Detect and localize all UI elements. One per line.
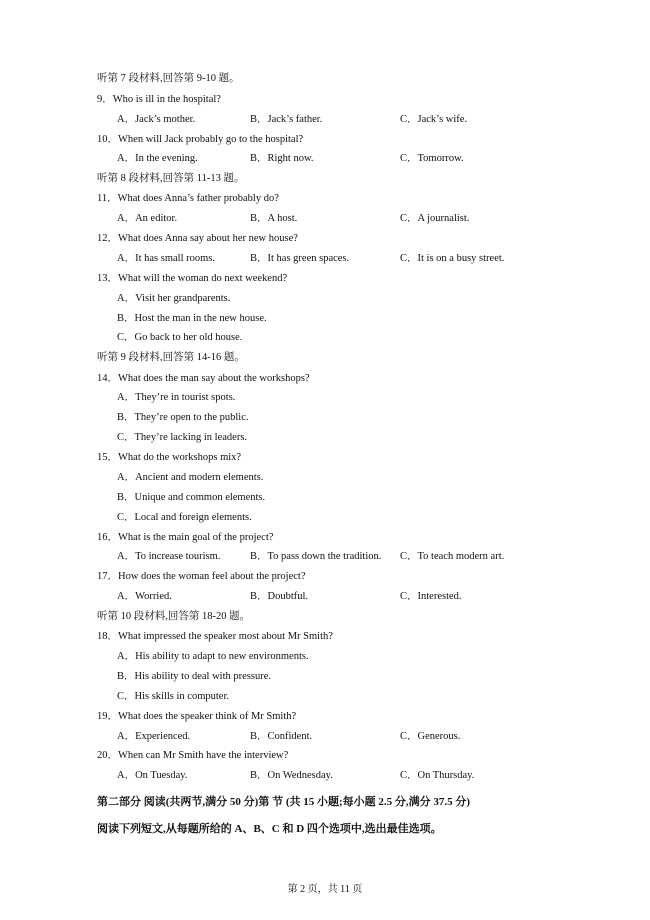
section-heading: 听第 10 段材料,回答第 18-20 题。 (97, 611, 251, 622)
option-c: C．Generous. (400, 731, 461, 742)
option-c: C．They’re lacking in leaders. (117, 432, 248, 443)
option-c: C．To teach modern art. (400, 551, 505, 562)
question-text: 19．What does the speaker think of Mr Smith? (97, 711, 297, 722)
option-b: B．To pass down the tradition. (250, 551, 382, 562)
question-text: 18．What impressed the speaker most about Mr Smith? (97, 631, 333, 642)
option-b: B．Right now. (250, 153, 314, 164)
page-footer: 第 2 页，共 11 页 (287, 884, 363, 895)
option-a: A．They’re in tourist spots. (117, 392, 236, 403)
option-a: A．Ancient and modern elements. (117, 472, 264, 483)
option-c: C．Jack’s wife. (400, 114, 468, 125)
section-heading: 听第 8 段材料,回答第 11-13 题。 (97, 173, 245, 184)
option-a: A．Worried. (117, 591, 172, 602)
option-b: B．Doubtful. (250, 591, 309, 602)
option-c: C．Go back to her old house. (117, 332, 243, 343)
option-b: B．Confident. (250, 731, 313, 742)
option-b: B．They’re open to the public. (117, 412, 249, 423)
question-text: 13．What will the woman do next weekend? (97, 273, 288, 284)
option-c: C．A journalist. (400, 213, 470, 224)
option-a: A．On Tuesday. (117, 770, 188, 781)
question-text: 14．What does the man say about the workshops? (97, 373, 310, 384)
option-b: B．Jack’s father. (250, 114, 323, 125)
option-a: A．It has small rooms. (117, 253, 215, 264)
question-text: 16．What is the main goal of the project? (97, 532, 274, 543)
option-a: A．Jack’s mother. (117, 114, 196, 125)
option-a: A．To increase tourism. (117, 551, 221, 562)
question-text: 17．How does the woman feel about the project? (97, 571, 306, 582)
question-text: 12．What does Anna say about her new house? (97, 233, 298, 244)
option-c: C．On Thursday. (400, 770, 475, 781)
option-a: A．Visit her grandparents. (117, 293, 231, 304)
option-b: B．It has green spaces. (250, 253, 350, 264)
option-c: C．Local and foreign elements. (117, 512, 252, 523)
option-c: C．Tomorrow. (400, 153, 464, 164)
question-text: 9．Who is ill in the hospital? (97, 94, 221, 105)
option-b: B．His ability to deal with pressure. (117, 671, 271, 682)
option-b: B．Host the man in the new house. (117, 313, 267, 324)
question-text: 15．What do the workshops mix? (97, 452, 242, 463)
option-a: A．Experienced. (117, 731, 191, 742)
option-c: C．Interested. (400, 591, 462, 602)
question-text: 11．What does Anna’s father probably do? (97, 193, 279, 204)
question-text: 20．When can Mr Smith have the interview? (97, 750, 289, 761)
option-c: C．It is on a busy street. (400, 253, 505, 264)
question-text: 10．When will Jack probably go to the hospital? (97, 134, 304, 145)
option-b: B．On Wednesday. (250, 770, 333, 781)
section-heading: 听第 9 段材料,回答第 14-16 题。 (97, 352, 245, 363)
option-a: A．An editor. (117, 213, 178, 224)
part-heading: 第二部分 阅读(共两节,满分 50 分)第 节 (共 15 小题;每小题 2.5 分,满分 37.5 分) (97, 796, 471, 808)
option-a: A．His ability to adapt to new environments. (117, 651, 309, 662)
option-a: A．In the evening. (117, 153, 198, 164)
section-heading: 听第 7 段材料,回答第 9-10 题。 (97, 73, 240, 84)
option-b: B．Unique and common elements. (117, 492, 266, 503)
option-b: B．A host. (250, 213, 298, 224)
part-instruction: 阅读下列短文,从每题所给的 A、B、C 和 D 四个选项中,选出最佳选项。 (97, 823, 442, 835)
option-c: C．His skills in computer. (117, 691, 230, 702)
